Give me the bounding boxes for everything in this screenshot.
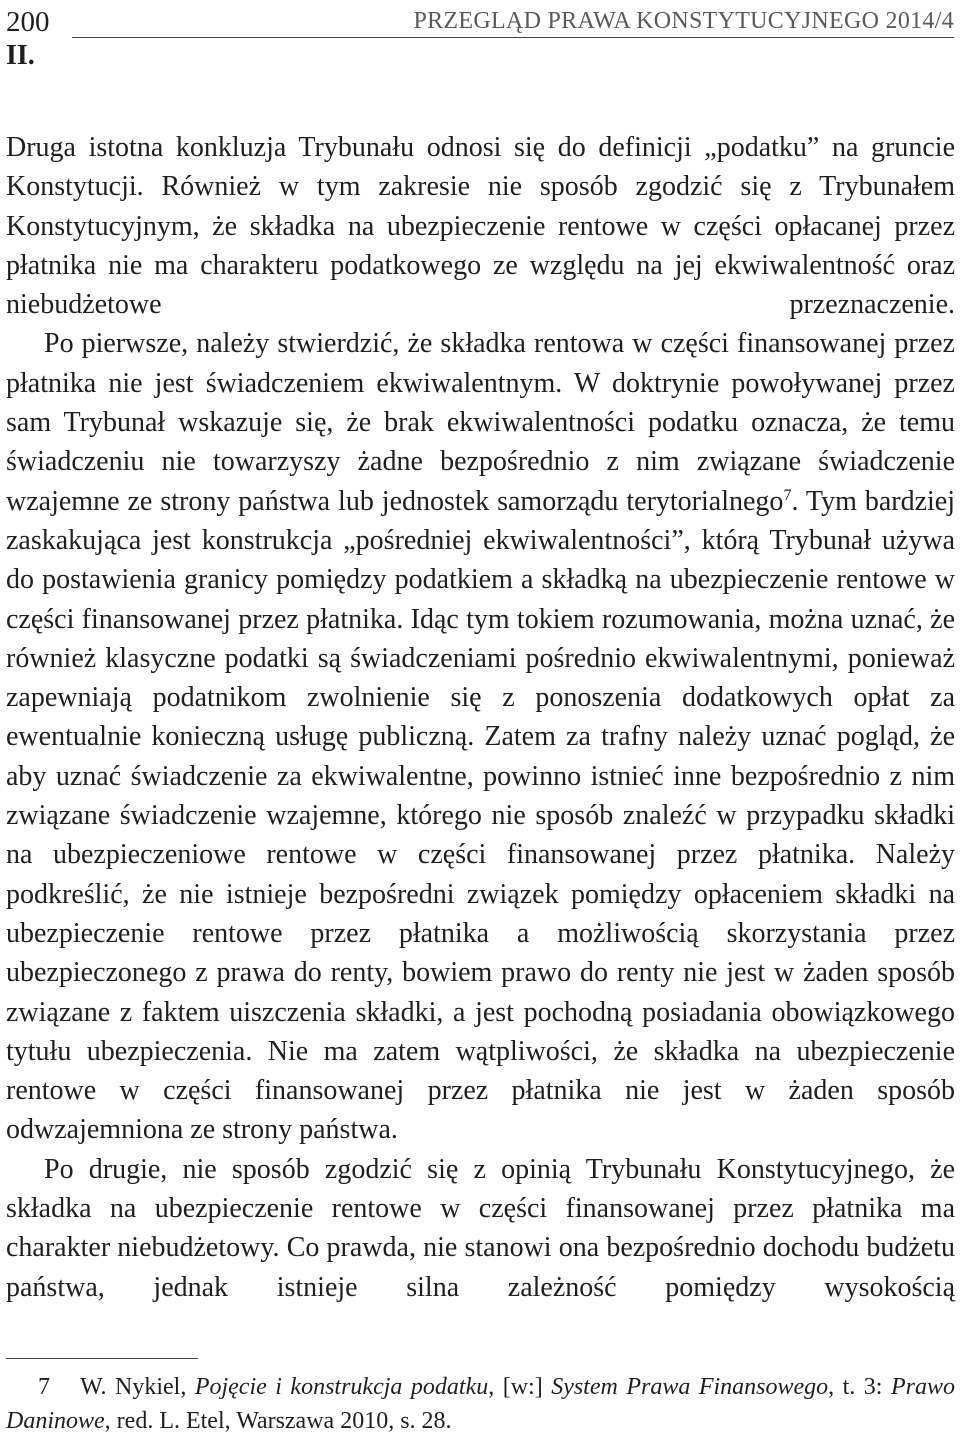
footnote-title: Pojęcie i konstrukcja podatku [194, 1374, 489, 1400]
footnote-7 [6, 1370, 955, 1438]
paragraph-3-text: Po drugie, nie sposób zgodzić się z opinią Trybunału Konstytucyjnego, że składka na ubezpieczenie rentowe w części finansowanej przez płatnika ma charakter niebudżetowy. Co prawda, nie stanowi ona bezpośrednio dochodu budżetu państwa, jednak istnieje silna zależność pomiędzy wysokością [6, 1153, 955, 1303]
paragraph-2 [6, 324, 955, 1149]
footnote-separator [6, 1358, 198, 1359]
page-number: 200 [6, 6, 50, 38]
footnote-rest: , red. L. Etel, Warszawa 2010, s. 28. [104, 1408, 452, 1434]
header-rule [72, 37, 954, 38]
paragraph-3 [6, 1150, 955, 1307]
paragraph-1-text: Druga istotna konkluzja Trybunału odnosi się do definicji „podatku” na gruncie Konstytucji. Również w tym zakresie nie sposób zgodzić się z Trybunałem Konstytucyjnym, że składka na ubezpieczenie rentowe w części opłacanej przez płatnika nie ma charakteru podatkowego ze względu na jej ekwiwalentność oraz niebudżetowe przeznaczenie. [6, 132, 955, 321]
paragraph-2-text-b: . Tym bardziej zaskakująca jest konstrukcja „pośredniej ekwiwalentności”, którą Trybunał używa do postawienia granicy pomiędzy podatkiem a składką na ubezpieczenie rentowe w części finansowanej przez płatnika. Idąc tym tokiem rozumowania, można uznać, że również klasyczne podatki są świadczeniami pośrednio ekwiwalentnymi, ponieważ zapewniają podatnikom zwolnienie się z ponoszenia dodatkowych opłat za ewentualnie konieczną usługę publiczną. Zatem za trafny należy uznać pogląd, że aby uznać świadczenie za ekwiwalentne, powinno istnieć inne bezpośrednio z nim związane świadczenie wzajemne, którego nie sposób znaleźć w przypadku składki na ubezpieczeniowe rentowe w części finansowanej przez płatnika. Należy podkreślić, że nie istnieje bezpośredni związek pomiędzy opłaceniem składki na ubezpieczenie rentowe przez płatnika a możliwością skorzystania przez ubezpieczonego z prawa do renty, bowiem prawo do renty nie jest w żaden sposób związane z faktem uiszczenia składki, a jest pochodną posiadania obowiązkowego tytułu ubezpieczenia. Nie ma zatem wątpliwości, że składka na ubezpieczenie rentowe w części finansowanej przez płatnika nie jest w żaden sposób odwzajemniona ze strony państwa. [6, 485, 955, 1146]
footnote-in-marker: , [w:] [488, 1374, 552, 1400]
footnote-reference[interactable]: 7 [783, 486, 792, 504]
footnote-author: W. Nykiel, [80, 1374, 195, 1400]
footnote-volume: , t. 3: [828, 1374, 891, 1400]
footnote-volume-title: Prawo Daninowe [6, 1374, 955, 1434]
body-text [6, 128, 955, 1307]
footnote-series: System Prawa Finansowego [551, 1374, 829, 1400]
running-header [6, 4, 954, 40]
paragraph-1 [6, 128, 955, 324]
journal-title: PRZEGLĄD PRAWA KONSTYTUCYJNEGO 2014/4 [413, 8, 954, 34]
section-heading: II. [6, 40, 35, 71]
paragraph-2-text-a: Po pierwsze, należy stwierdzić, że składka rentowa w części finansowanej przez płatnika nie jest świadczeniem ekwiwalentnym. W doktrynie powoływanej przez sam Trybunał wskazuje się, że brak ekwiwalentności podatku oznacza, że temu świadczeniu nie towarzyszy żadne bezpośrednio z nim związane świadczenie wzajemne ze strony państwa lub jednostek samorządu terytorialnego [6, 328, 955, 517]
footnote-number: 7 [38, 1374, 50, 1400]
